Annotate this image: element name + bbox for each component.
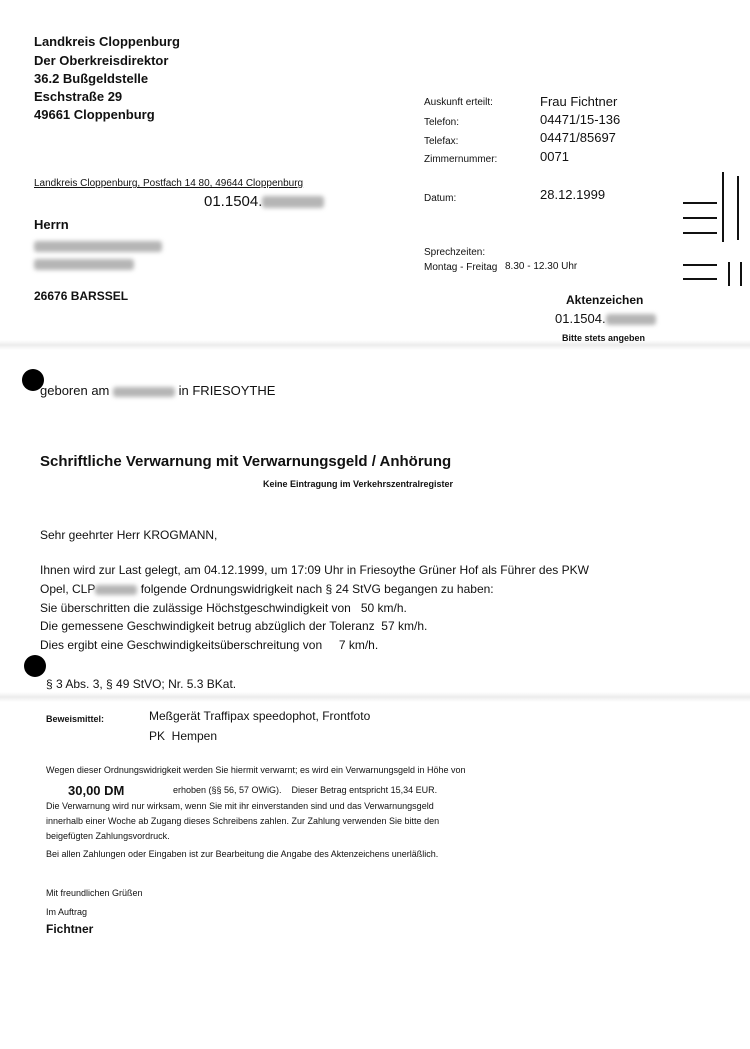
closing-name: Fichtner xyxy=(46,922,94,936)
warning-line: erhoben (§§ 56, 57 OWiG). Dieser Betrag entspricht 15,34 EUR. xyxy=(173,785,438,795)
warning-line: beigefügten Zahlungsvordruck. xyxy=(46,831,170,841)
closing-on-behalf: Im Auftrag xyxy=(46,907,88,917)
sender-line: 36.2 Bußgeldstelle xyxy=(34,71,149,86)
sender-street: Eschstraße 29 xyxy=(34,89,123,104)
telefon-label: Telefon: xyxy=(424,117,460,128)
datum-label: Datum: xyxy=(424,193,457,204)
sender-line: Der Oberkreisdirektor xyxy=(34,53,169,68)
return-address: Landkreis Cloppenburg, Postfach 14 80, 49644 Cloppenburg xyxy=(34,178,304,189)
sprechzeiten-label: Sprechzeiten: xyxy=(424,247,486,258)
body-line: Sie überschritten die zulässige Höchstgeschwindigkeit von 50 km/h. xyxy=(40,601,407,615)
margin-mark xyxy=(740,262,742,286)
page-subtitle: Keine Eintragung im Verkehrszentralregister xyxy=(263,479,454,489)
recipient-city: 26676 BARSSEL xyxy=(34,289,129,303)
vehicle-suffix: folgende Ordnungswidrigkeit nach § 24 StVG begangen zu haben: xyxy=(140,582,494,596)
punch-hole xyxy=(24,655,46,677)
telefon-value: 04471/15-136 xyxy=(540,112,621,127)
redacted-text xyxy=(95,585,137,595)
birth-line xyxy=(40,383,275,398)
file-number-prefix: 01.1504. xyxy=(204,193,263,210)
file-number xyxy=(204,193,324,210)
evidence-line: PK Hempen xyxy=(149,729,218,743)
recipient-salutation: Herrn xyxy=(34,217,69,232)
greeting: Sehr geehrter Herr KROGMANN, xyxy=(40,528,218,542)
margin-mark xyxy=(737,176,739,240)
redacted-text xyxy=(34,259,134,270)
page-title: Schriftliche Verwarnung mit Verwarnungsgeld / Anhörung xyxy=(40,453,452,470)
telefax-label: Telefax: xyxy=(424,136,459,147)
margin-mark xyxy=(683,264,717,266)
redacted-text xyxy=(34,241,162,252)
auskunft-label: Auskunft erteilt: xyxy=(424,97,493,108)
body-line: Ihnen wird zur Last gelegt, am 04.12.1999, um 17:09 Uhr in Friesoythe Grüner Hof als Führer des PKW xyxy=(40,563,589,577)
body-line: Dies ergibt eine Geschwindigkeitsüberschreitung von 7 km/h. xyxy=(40,638,379,652)
aktenzeichen-note: Bitte stets angeben xyxy=(562,333,646,343)
margin-mark xyxy=(728,262,730,286)
telefax-value: 04471/85697 xyxy=(540,130,616,145)
redacted-text xyxy=(606,314,656,325)
sender-city: 49661 Cloppenburg xyxy=(34,107,155,122)
recipient-street-redacted xyxy=(34,256,134,274)
zimmer-label: Zimmernummer: xyxy=(424,154,498,165)
margin-mark xyxy=(683,217,717,219)
sprechzeiten-hours: 8.30 - 12.30 Uhr xyxy=(505,261,578,272)
aktenzeichen-label: Aktenzeichen xyxy=(566,293,644,307)
auskunft-value: Frau Fichtner xyxy=(540,94,618,109)
birth-suffix: in FRIESOYTHE xyxy=(178,383,276,398)
margin-mark xyxy=(683,202,717,204)
aktenzeichen-prefix: 01.1504. xyxy=(555,311,606,326)
warning-line: innerhalb einer Woche ab Zugang dieses Schreibens zahlen. Zur Zahlung verwenden Sie bitte den xyxy=(46,816,440,826)
margin-mark xyxy=(683,232,717,234)
datum-value: 28.12.1999 xyxy=(540,187,606,202)
warning-line: Wegen dieser Ordnungswidrigkeit werden Sie hiermit verwarnt; es wird ein Verwarnungsgeld in Höhe von xyxy=(46,765,466,775)
recipient-name-redacted xyxy=(34,238,162,256)
redacted-text xyxy=(262,196,324,208)
body-line xyxy=(40,582,494,596)
margin-mark xyxy=(683,278,717,280)
warning-line: Die Verwarnung wird nur wirksam, wenn Sie mit ihr einverstanden sind und das Verwarnungsgeld xyxy=(46,801,434,811)
birth-prefix: geboren am xyxy=(40,383,110,398)
fine-amount: 30,00 DM xyxy=(68,783,125,798)
redacted-text xyxy=(113,387,175,397)
evidence-label: Beweismittel: xyxy=(46,714,105,724)
legal-reference: § 3 Abs. 3, § 49 StVO; Nr. 5.3 BKat. xyxy=(46,677,237,691)
aktenzeichen-number xyxy=(555,311,656,326)
margin-mark xyxy=(722,172,724,242)
zimmer-value: 0071 xyxy=(540,149,569,164)
vehicle-prefix: Opel, CLP xyxy=(40,582,96,596)
warning-line: Bei allen Zahlungen oder Eingaben ist zur Bearbeitung die Angabe des Aktenzeichens unerläßlich. xyxy=(46,849,439,859)
closing-regards: Mit freundlichen Grüßen xyxy=(46,888,143,898)
body-line: Die gemessene Geschwindigkeit betrug abzüglich der Toleranz 57 km/h. xyxy=(40,619,428,633)
sprechzeiten-days: Montag - Freitag xyxy=(424,262,498,273)
sender-line: Landkreis Cloppenburg xyxy=(34,34,180,49)
evidence-line: Meßgerät Traffipax speedophot, Frontfoto xyxy=(149,709,371,723)
fold-line xyxy=(0,692,750,702)
